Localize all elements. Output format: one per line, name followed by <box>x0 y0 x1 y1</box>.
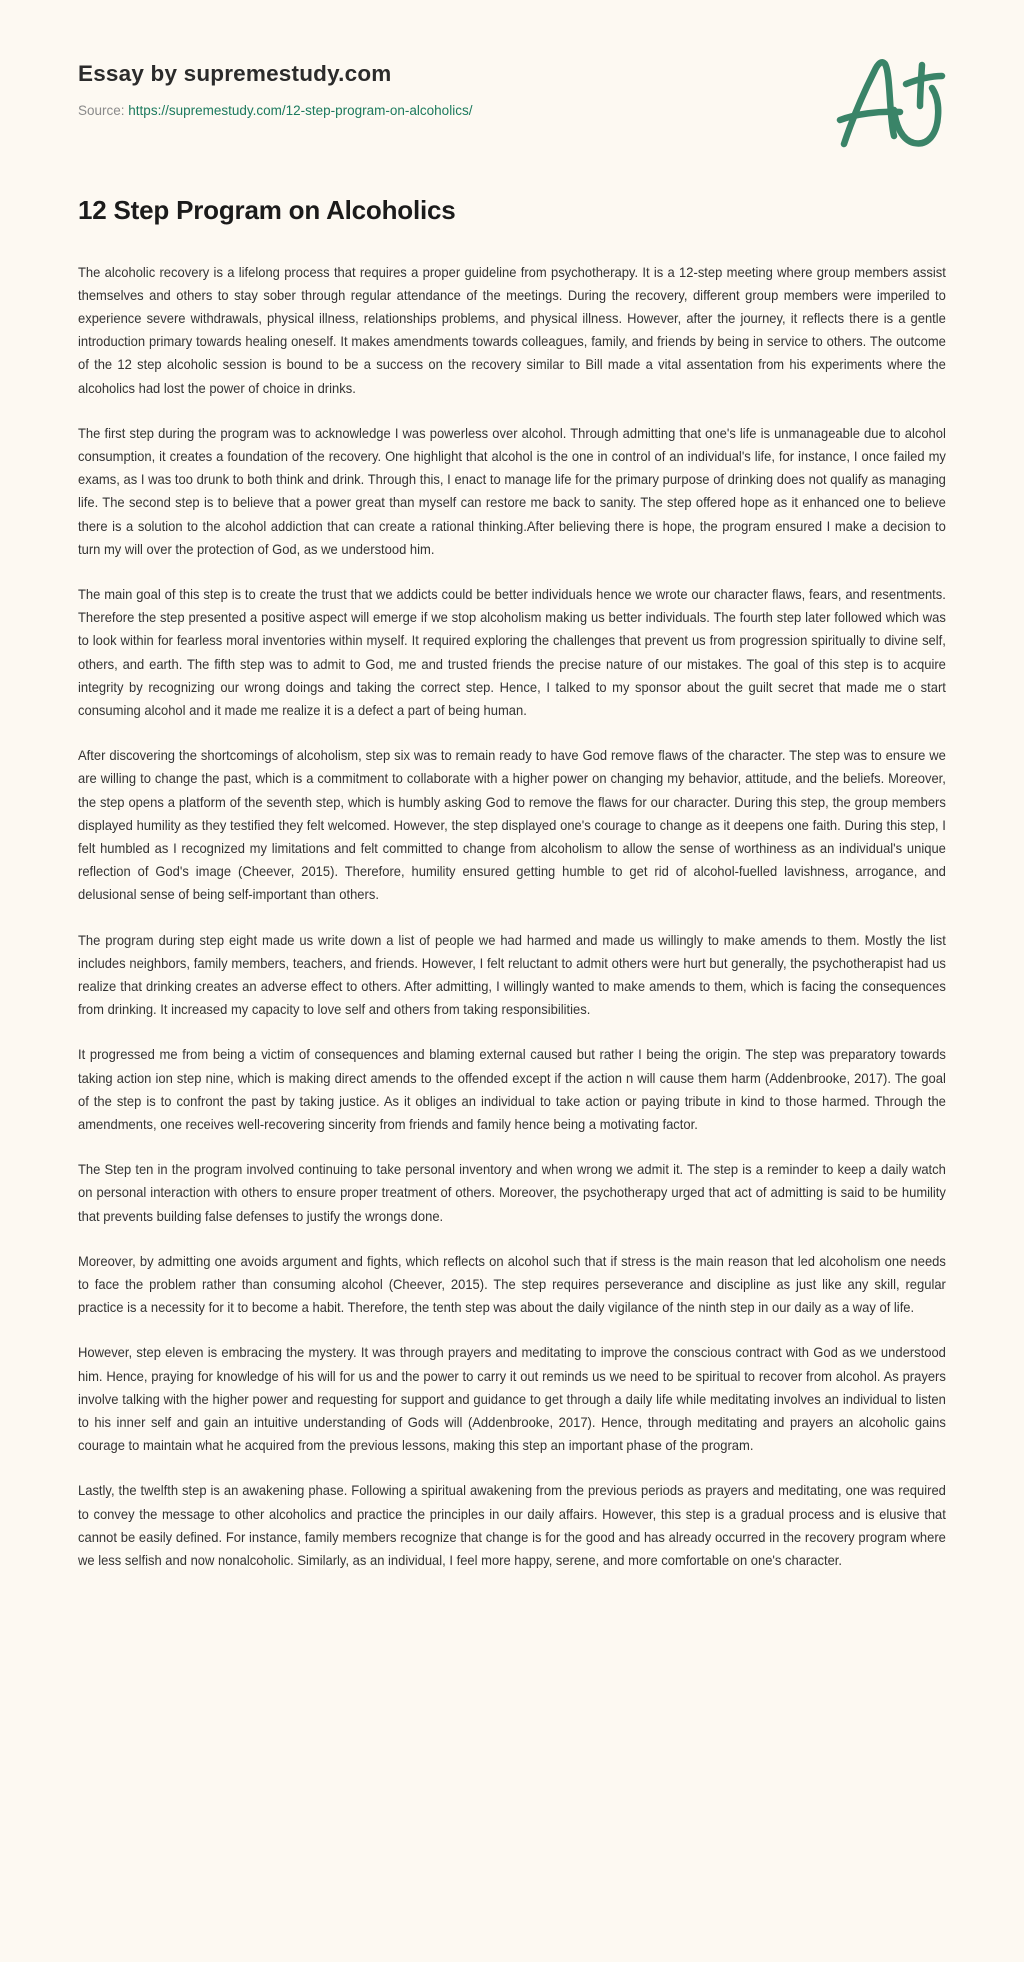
paragraph: The first step during the program was to acknowledge I was powerless over alcohol. Through admitting that one's life is unmanageable due to alcohol consumption, it creates a foundation of the recovery. One highlight that alcohol is the one in control of an individual's life, for instance, I once failed my exams, as I was too drunk to both think and drink. Through this, I enact to manage life for the primary purpose of drinking does not qualify as managing life. The second step is to believe that a power great than myself can restore me back to sanity. The step offered hope as it enhanced one to believe there is a solution to the alcohol addiction that can create a rational thinking.After believing there is hope, the program ensured I make a decision to turn my will over the protection of God, as we understood him. <box>78 425 946 557</box>
site-brand-title: Essay by supremestudy.com <box>78 61 392 86</box>
paragraph: The program during step eight made us write down a list of people we had harmed and made us willingly to make amends to them. Mostly the list includes neighbors, family members, teachers, and friends. However, I felt reluctant to admit others were hurt but generally, the psychotherapist had us realize that drinking creates an adverse effect to others. After admitting, I willingly wanted to make amends to them, which is facing the consequences from drinking. It increased my capacity to love self and others from taking responsibilities. <box>78 932 946 1018</box>
source-url-link[interactable]: https://supremestudy.com/12-step-program-on-alcoholics/ <box>128 102 473 118</box>
source-line <box>78 103 946 119</box>
paragraph: However, step eleven is embracing the mystery. It was through prayers and meditating to improve the conscious contract with God as we understood him. Hence, praying for knowledge of his will for us and the power to carry it out reminds us we need to be spiritual to recover from alcohol. As prayers involve talking with the higher power and requesting for support and guidance to get through a daily life while meditating involves an individual to listen to his inner self and gain an intuitive understanding of Gods will (Addenbrooke, 2017). Hence, through meditating and prayers an alcoholic gains courage to maintain what he acquired from the previous lessons, making this step an important phase of the program. <box>78 1345 946 1454</box>
paragraph: It progressed me from being a victim of consequences and blaming external caused but rather I being the origin. The step was preparatory towards taking action ion step nine, which is making direct amends to the offended except if the action n will cause them harm (Addenbrooke, 2017). The goal of the step is to confront the past by taking justice. As it obliges an individual to take action or paying tribute in kind to those harmed. Through the amendments, one receives well-recovering sincerity from friends and family hence being a motivating factor. <box>78 1047 946 1132</box>
paragraph: The Step ten in the program involved continuing to take personal inventory and when wrong we admit it. The step is a reminder to keep a daily watch on personal interaction with others to ensure proper treatment of others. Moreover, the psychotherapy urged that act of admitting is said to be humility that prevents building false defenses to justify the wrongs done. <box>78 1162 946 1224</box>
paragraph: Moreover, by admitting one avoids argument and fights, which reflects on alcohol such that if stress is the main reason that led alcoholism one needs to face the problem rather than consuming alcohol (Cheever, 2015). The step requires perseverance and discipline as just like any skill, regular practice is a necessity for it to become a habit. Therefore, the tenth step was about the daily vigilance of the ninth step in our daily as a way of life. <box>78 1253 946 1316</box>
essay-article <box>0 150 1024 1632</box>
essay-body <box>78 261 946 1573</box>
page-title: 12 Step Program on Alcoholics <box>78 195 456 225</box>
source-label: Source: <box>78 102 125 118</box>
paragraph: The alcoholic recovery is a lifelong process that requires a proper guideline from psychotherapy. It is a 12-step meeting where group members assist themselves and others to stay sober through regular attendance of the meetings. During the recovery, different group members were imperiled to experience severe withdrawals, physical illness, relationships problems, and physical illness. However, after the journey, it reflects there is a gentle introduction primary towards healing oneself. It makes amendments towards colleagues, family, and friends by being in service to others. The outcome of the 12 step alcoholic session is bound to be a success on the recovery similar to Bill made a vital assentation from his experiments where the alcoholics had lost the power of choice in drinks. <box>78 264 946 396</box>
page-header <box>0 0 1024 150</box>
paragraph: After discovering the shortcomings of alcoholism, step six was to remain ready to have God remove flaws of the character. The step was to ensure we are willing to change the past, which is a commitment to collaborate with a higher power on changing my behavior, attitude, and the beliefs. Moreover, the step opens a platform of the seventh step, which is humbly asking God to remove the flaws for our character. During this step, the group members displayed humility as they testified they felt welcomed. However, the step displayed one's courage to change as it deepens one faith. During this step, I felt humbled as I recognized my limitations and felt committed to change from alcoholism to allow the sense of worthiness as an individual's unique reflection of God's image (Cheever, 2015). Therefore, humility ensured getting humble to get rid of alcohol-fuelled lavishness, arrogance, and delusional sense of being self-important than others. <box>78 748 946 903</box>
a-plus-logo-icon <box>826 48 956 153</box>
paragraph: The main goal of this step is to create the trust that we addicts could be better individuals hence we wrote our character flaws, fears, and resentments. Therefore the step presented a positive aspect will emerge if we stop alcoholism making us better individuals. The fourth step later followed which was to look within for fearless moral inventories within myself. It required exploring the challenges that prevent us from progression spiritually to divine self, others, and earth. The fifth step was to admit to God, me and trusted friends the precise nature of our mistakes. The goal of this step is to acquire integrity by recognizing our wrong doings and taking the correct step. Hence, I talked to my sponsor about the guilt secret that made me o start consuming alcohol and it made me realize it is a defect a part of being human. <box>78 586 946 718</box>
paragraph: Lastly, the twelfth step is an awakening phase. Following a spiritual awakening from the previous periods as prayers and meditating, one was required to convey the message to other alcoholics and practice the principles in our daily affairs. However, this step is a gradual process and is elusive that cannot be easily defined. For instance, family members recognize that change is for the good and has already occurred in the recovery program where we less selfish and now nonalcoholic. Similarly, as an individual, I feel more happy, serene, and more comfortable on one's character. <box>78 1483 946 1569</box>
